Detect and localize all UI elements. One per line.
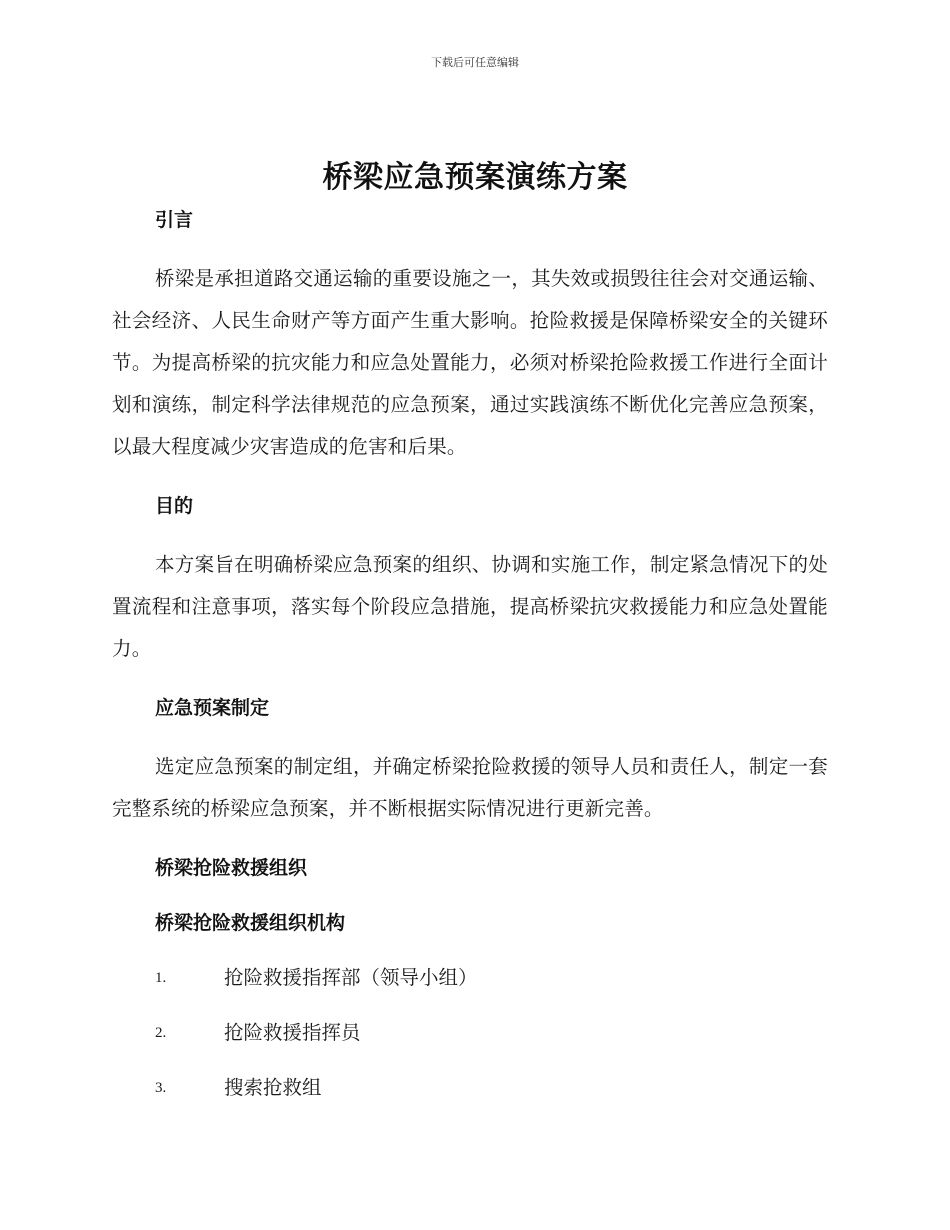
list-item: [112, 1015, 828, 1070]
list-item-text: 搜索抢救组: [224, 1076, 322, 1099]
paragraph-intro: 桥梁是承担道路交通运输的重要设施之一，其失效或损毁往往会对交通运输、社会经济、人民生命财产等方面产生重大影响。抢险救援是保障桥梁安全的关键环节。为提高桥梁的抗灾能力和应急处置能力，必须对桥梁抢险救援工作进行全面计划和演练，制定科学法律规范的应急预案，通过实践演练不断优化完善应急预案，以最大程度减少灾害造成的危害和后果。: [112, 267, 828, 458]
section-heading-plan: 应急预案制定: [155, 697, 270, 719]
section-heading-rescue-structure: 桥梁抢险救援组织机构: [155, 912, 346, 934]
list-item: [112, 960, 828, 1015]
document-body: [112, 202, 828, 1125]
list-item-number: 3.: [155, 1080, 167, 1096]
list-item-text: 抢险救援指挥员: [224, 1021, 361, 1044]
list-item-number: 1.: [155, 970, 167, 986]
paragraph-purpose: 本方案旨在明确桥梁应急预案的组织、协调和实施工作，制定紧急情况下的处置流程和注意事项，落实每个阶段应急措施，提高桥梁抗灾救援能力和应急处置能力。: [112, 553, 828, 660]
paragraph-plan: 选定应急预案的制定组，并确定桥梁抢险救援的领导人员和责任人，制定一套完整系统的桥梁应急预案，并不断根据实际情况进行更新完善。: [112, 755, 828, 820]
section-heading-intro: 引言: [155, 209, 194, 231]
document-title: 桥梁应急预案演练方案: [322, 160, 628, 195]
section-heading-purpose: 目的: [155, 495, 194, 517]
section-heading-rescue-org: 桥梁抢险救援组织: [155, 857, 308, 879]
rescue-structure-list: [112, 960, 828, 1125]
list-item-number: 2.: [155, 1025, 167, 1041]
page-header-note: 下载后可任意编辑: [431, 56, 519, 69]
list-item-text: 抢险救援指挥部（领导小组）: [224, 966, 478, 989]
list-item: [112, 1070, 828, 1125]
